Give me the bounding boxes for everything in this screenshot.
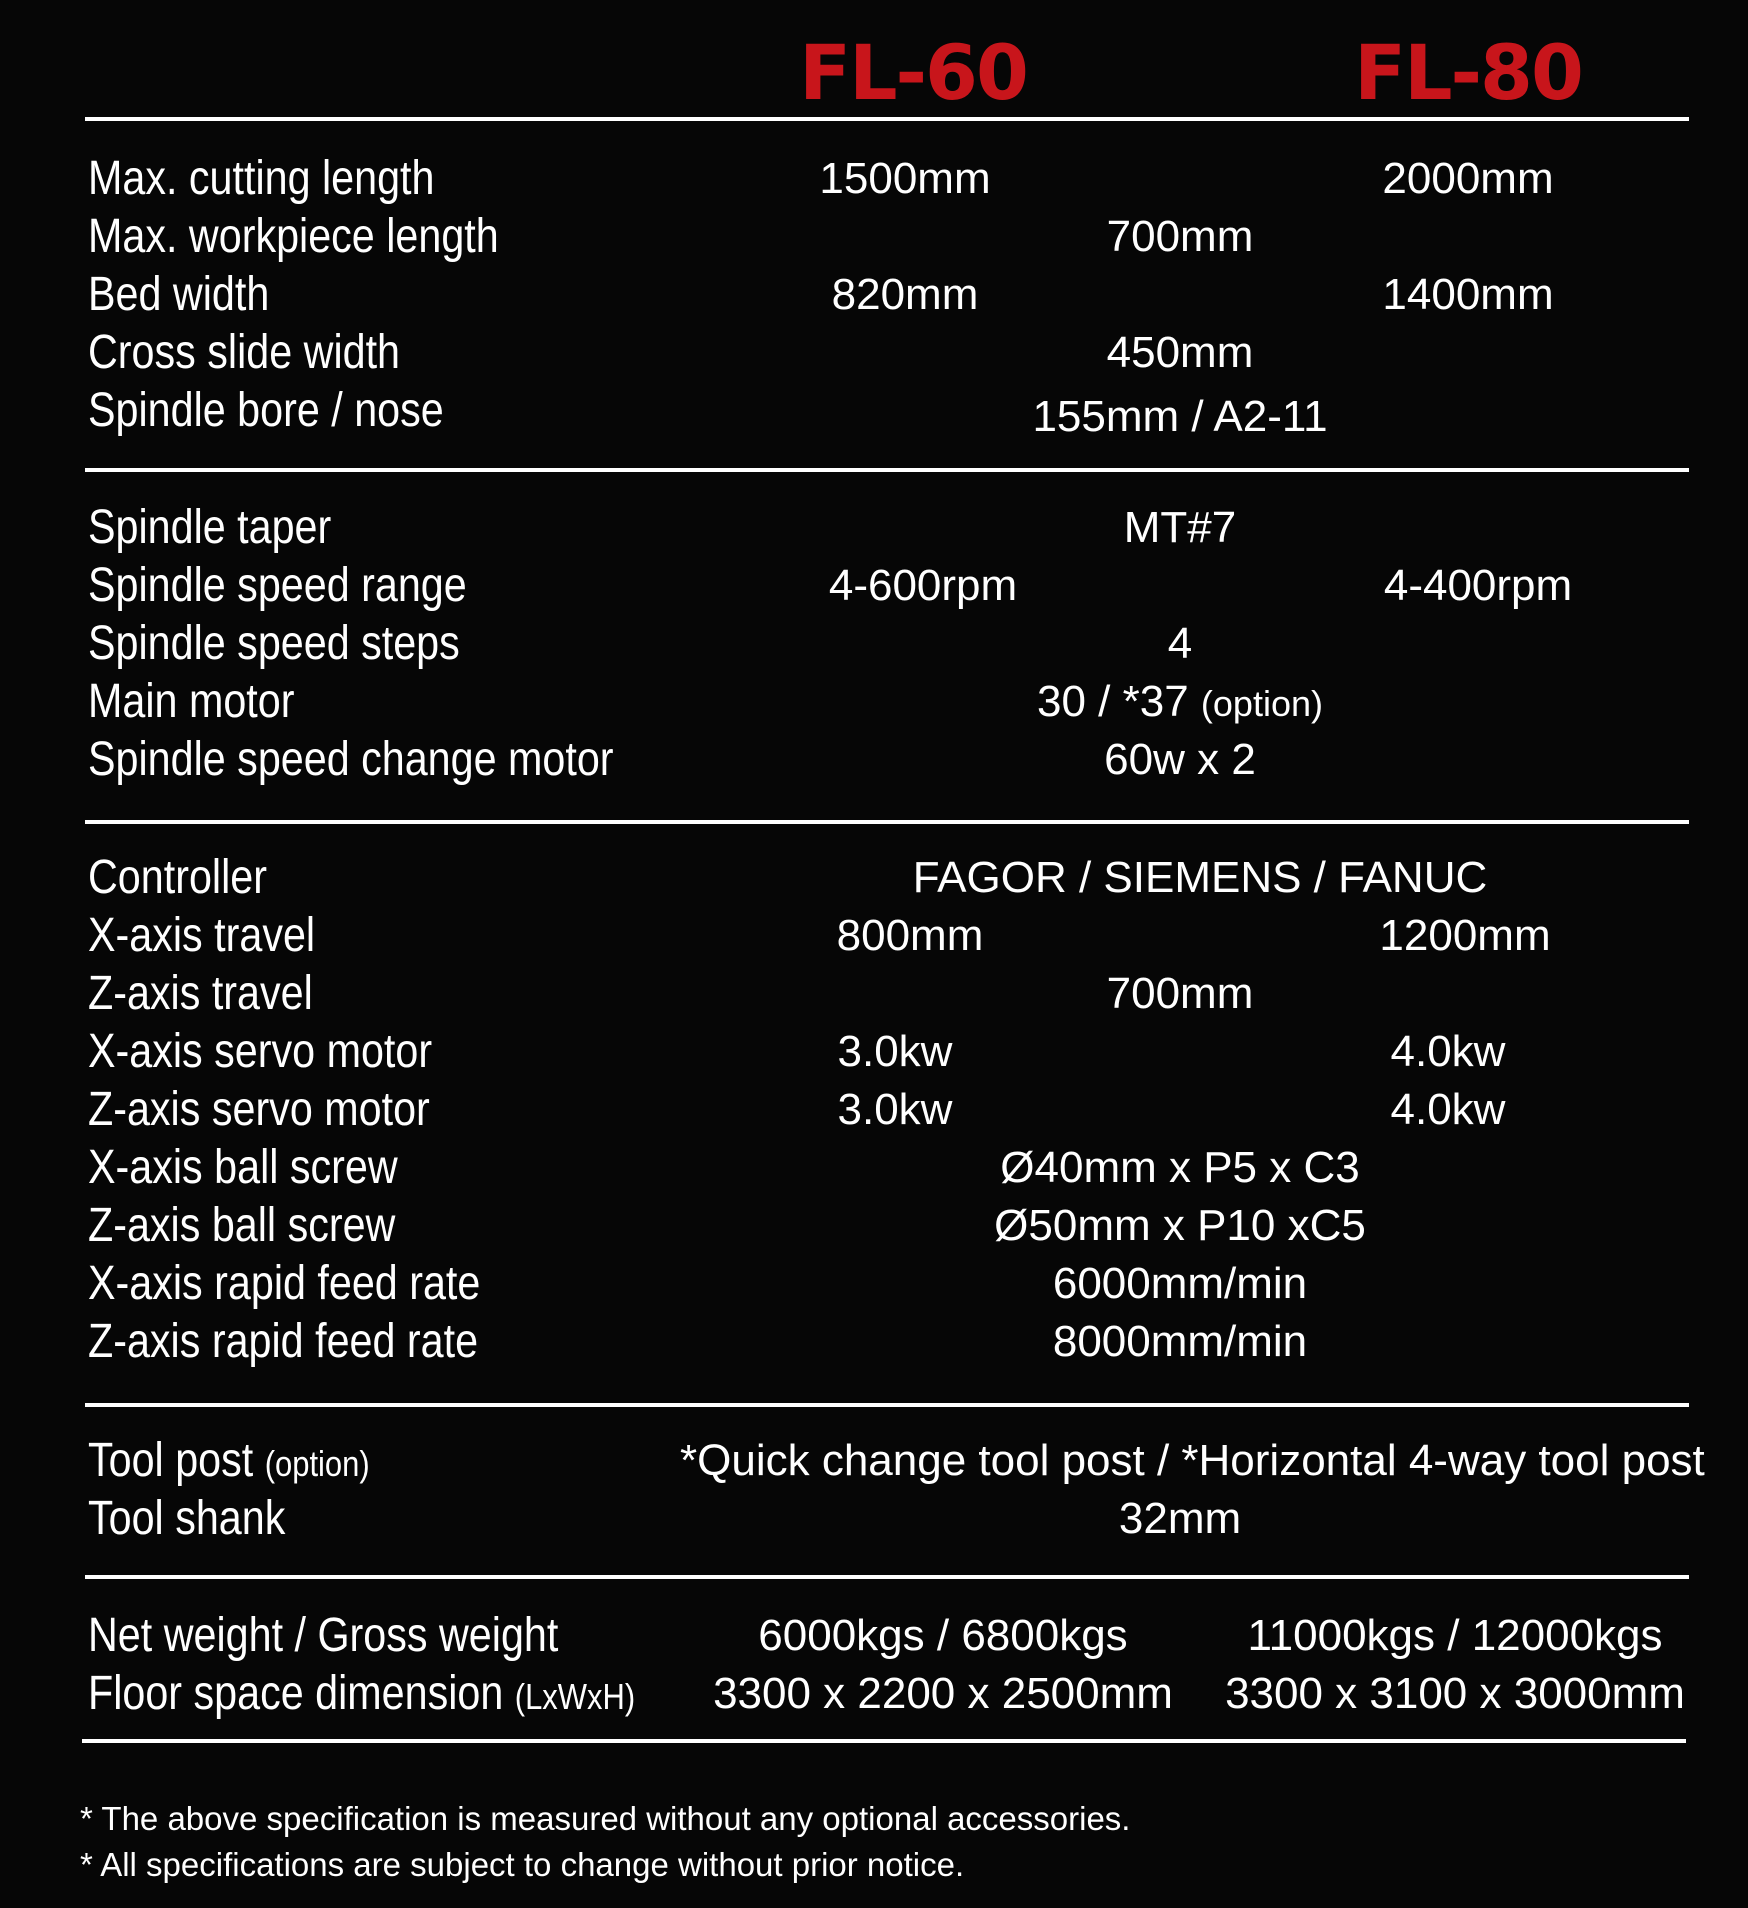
spec-value-fl60: 4-600rpm bbox=[828, 561, 1018, 610]
spec-label: X-axis ball screw bbox=[88, 1141, 398, 1194]
spec-label: Z-axis rapid feed rate bbox=[88, 1315, 479, 1368]
spec-row-floor-space bbox=[0, 1665, 1748, 1723]
spec-value-fl80: 4.0kw bbox=[1390, 1027, 1506, 1076]
divider-rule bbox=[85, 1403, 1689, 1407]
spec-value-fl60: 800mm bbox=[836, 911, 984, 960]
spec-row-x-axis-rapid-feed-rate bbox=[0, 1255, 1748, 1313]
spec-row-cross-slide-width bbox=[0, 324, 1748, 382]
spec-label bbox=[88, 1665, 635, 1726]
spec-value-fl80: 11000kgs / 12000kgs bbox=[1247, 1611, 1663, 1660]
spec-row-tool-post bbox=[0, 1432, 1748, 1490]
spec-label: Spindle speed range bbox=[88, 559, 467, 612]
divider-rule bbox=[85, 468, 1689, 472]
spec-label bbox=[88, 1432, 370, 1493]
spec-row-spindle-speed-steps bbox=[0, 615, 1748, 673]
spec-value-shared: 8000mm/min bbox=[1052, 1317, 1308, 1366]
spec-row-z-axis-travel bbox=[0, 965, 1748, 1023]
spec-value-fl60: 3.0kw bbox=[837, 1085, 953, 1134]
spec-row-z-axis-rapid-feed-rate bbox=[0, 1313, 1748, 1371]
spec-value-fl80: 3300 x 3100 x 3000mm bbox=[1225, 1669, 1685, 1718]
spec-value-shared: 32mm bbox=[1118, 1494, 1242, 1543]
spec-label: Spindle speed change motor bbox=[88, 733, 614, 786]
spec-label: Cross slide width bbox=[88, 326, 401, 379]
spec-row-x-axis-travel bbox=[0, 907, 1748, 965]
spec-value-shared: Ø40mm x P5 x C3 bbox=[1000, 1143, 1360, 1192]
spec-label: X-axis servo motor bbox=[88, 1025, 433, 1078]
spec-value-shared: 155mm / A2-11 bbox=[1032, 392, 1328, 441]
option-note: (option) bbox=[1200, 683, 1323, 724]
spec-row-max-workpiece-length bbox=[0, 208, 1748, 266]
spec-value-shared: 700mm bbox=[1106, 969, 1254, 1018]
spec-row-spindle-taper bbox=[0, 499, 1748, 557]
spec-label: Tool shank bbox=[88, 1492, 286, 1545]
footnote: * The above specification is measured without any optional accessories. bbox=[80, 1800, 1131, 1837]
spec-label: Z-axis ball screw bbox=[88, 1199, 396, 1252]
spec-label: Z-axis servo motor bbox=[88, 1083, 430, 1136]
spec-value-shared: 60w x 2 bbox=[1104, 735, 1256, 784]
spec-row-controller bbox=[0, 849, 1748, 907]
spec-label: Max. workpiece length bbox=[88, 210, 499, 263]
spec-label: Bed width bbox=[88, 268, 270, 321]
spec-row-main-motor bbox=[0, 673, 1748, 731]
spec-value-fl80: 1200mm bbox=[1379, 911, 1551, 960]
tool-post-label: Tool post bbox=[88, 1434, 254, 1487]
spec-value-shared: Ø50mm x P10 xC5 bbox=[994, 1201, 1366, 1250]
spec-label: Main motor bbox=[88, 675, 295, 728]
spec-label: Spindle taper bbox=[88, 501, 332, 554]
spec-value-fl60: 3.0kw bbox=[837, 1027, 953, 1076]
floor-space-label: Floor space dimension bbox=[88, 1667, 504, 1720]
spec-value-shared: 4 bbox=[1167, 619, 1193, 668]
spec-row-max-cutting-length bbox=[0, 150, 1748, 208]
spec-value-shared: *Quick change tool post / *Horizontal 4-way tool post bbox=[680, 1436, 1705, 1485]
spec-label: X-axis rapid feed rate bbox=[88, 1257, 481, 1310]
spec-value-shared: MT#7 bbox=[1123, 503, 1237, 552]
spec-label: Spindle speed steps bbox=[88, 617, 460, 670]
spec-value-fl60: 820mm bbox=[831, 270, 979, 319]
spec-row-z-axis-servo-motor bbox=[0, 1081, 1748, 1139]
spec-value-fl80: 1400mm bbox=[1382, 270, 1554, 319]
spec-label: Controller bbox=[88, 851, 267, 904]
spec-row-spindle-speed-range bbox=[0, 557, 1748, 615]
spec-row-weight bbox=[0, 1607, 1748, 1665]
model-title-fl80: FL-80 bbox=[1354, 28, 1582, 117]
footnote: * All specifications are subject to change without prior notice. bbox=[80, 1846, 965, 1883]
divider-rule bbox=[85, 1575, 1689, 1579]
spec-value-fl60: 3300 x 2200 x 2500mm bbox=[713, 1669, 1173, 1718]
spec-row-spindle-speed-change-motor bbox=[0, 731, 1748, 789]
spec-row-bed-width bbox=[0, 266, 1748, 324]
spec-row-tool-shank bbox=[0, 1490, 1748, 1548]
model-title-fl60: FL-60 bbox=[799, 28, 1027, 117]
spec-row-x-axis-ball-screw bbox=[0, 1139, 1748, 1197]
main-motor-value: 30 / *37 bbox=[1037, 677, 1189, 726]
spec-label: Max. cutting length bbox=[88, 152, 435, 205]
spec-value-fl60: 6000kgs / 6800kgs bbox=[758, 1611, 1128, 1660]
divider-rule bbox=[85, 117, 1689, 121]
option-note: (option) bbox=[264, 1443, 370, 1484]
spec-row-z-axis-ball-screw bbox=[0, 1197, 1748, 1255]
divider-rule bbox=[85, 820, 1689, 824]
spec-row-spindle-bore-nose bbox=[0, 382, 1748, 440]
divider-rule bbox=[82, 1739, 1686, 1743]
spec-value-fl80: 2000mm bbox=[1382, 154, 1554, 203]
spec-value-fl80: 4-400rpm bbox=[1383, 561, 1573, 610]
spec-row-x-axis-servo-motor bbox=[0, 1023, 1748, 1081]
spec-value-shared: FAGOR / SIEMENS / FANUC bbox=[912, 853, 1488, 902]
dimension-note: (LxWxH) bbox=[514, 1676, 636, 1717]
spec-value-shared: 6000mm/min bbox=[1052, 1259, 1308, 1308]
spec-value-shared: 450mm bbox=[1106, 328, 1254, 377]
spec-value-shared: 700mm bbox=[1106, 212, 1254, 261]
spec-label: X-axis travel bbox=[88, 909, 316, 962]
spec-value-shared bbox=[630, 673, 1730, 733]
spec-value-fl60: 1500mm bbox=[819, 154, 991, 203]
spec-label: Spindle bore / nose bbox=[88, 384, 444, 437]
spec-value-fl80: 4.0kw bbox=[1390, 1085, 1506, 1134]
spec-label: Net weight / Gross weight bbox=[88, 1609, 559, 1662]
spec-label: Z-axis travel bbox=[88, 967, 313, 1020]
